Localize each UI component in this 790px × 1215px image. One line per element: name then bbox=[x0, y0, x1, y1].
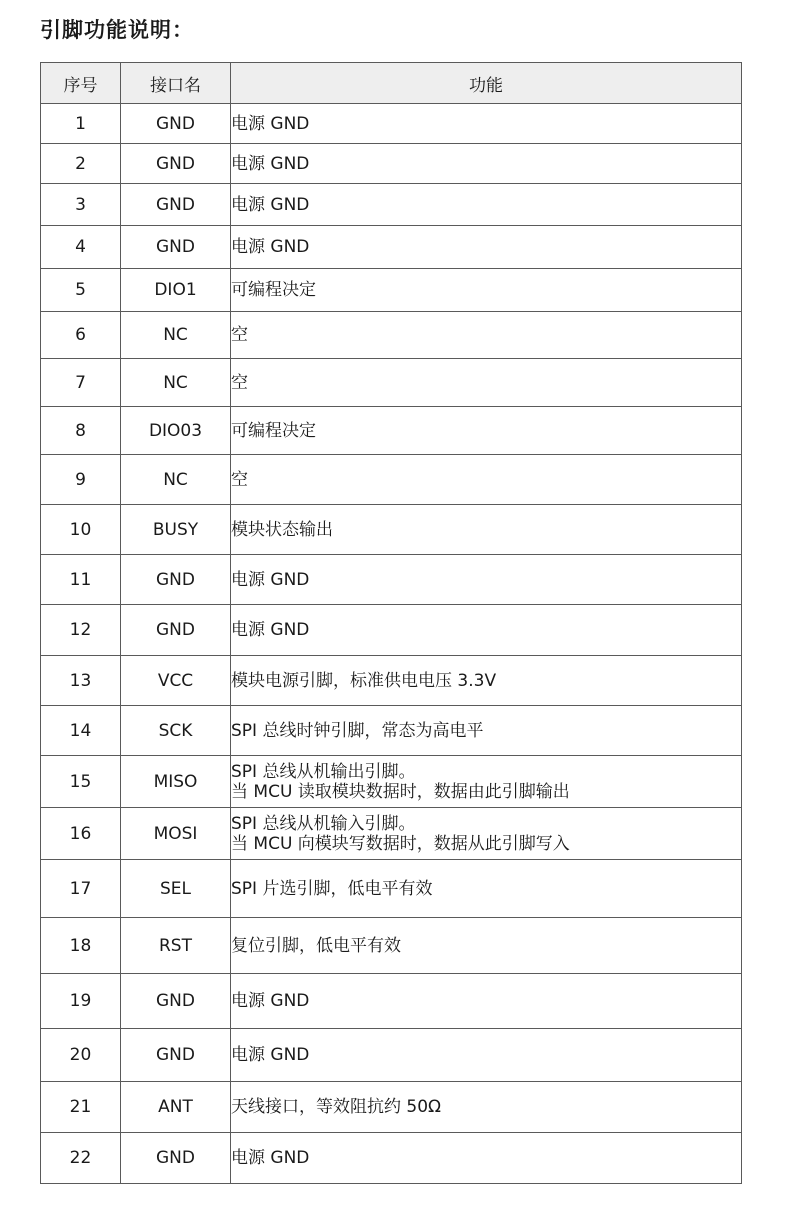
pin-function bbox=[231, 656, 742, 706]
pin-number: 12 bbox=[41, 605, 121, 656]
pin-function-table bbox=[40, 62, 742, 1184]
pin-name: GND bbox=[121, 555, 231, 605]
pin-name: RST bbox=[121, 918, 231, 974]
pin-number: 20 bbox=[41, 1029, 121, 1082]
pin-function bbox=[231, 104, 742, 144]
pin-function-line: 电源 GND bbox=[231, 620, 310, 640]
pin-function bbox=[231, 756, 742, 808]
pin-name: GND bbox=[121, 1029, 231, 1082]
pin-function bbox=[231, 1082, 742, 1133]
table-row bbox=[41, 706, 742, 756]
table-row bbox=[41, 605, 742, 656]
pin-number: 19 bbox=[41, 974, 121, 1029]
pin-name: NC bbox=[121, 312, 231, 359]
pin-function-line: 空 bbox=[231, 372, 248, 393]
table-row bbox=[41, 1082, 742, 1133]
pin-function-line: SPI 总线时钟引脚，常态为高电平 bbox=[231, 720, 484, 741]
pin-function bbox=[231, 505, 742, 555]
table-body bbox=[41, 104, 742, 1184]
table-row bbox=[41, 860, 742, 918]
pin-number: 17 bbox=[41, 860, 121, 918]
table-row bbox=[41, 269, 742, 312]
pin-number: 10 bbox=[41, 505, 121, 555]
pin-function bbox=[231, 144, 742, 184]
pin-function bbox=[231, 918, 742, 974]
header-function: 功能 bbox=[231, 63, 742, 104]
pin-function-line: 当 MCU 向模块写数据时，数据从此引脚写入 bbox=[231, 833, 570, 854]
pin-function-line: 电源 GND bbox=[231, 1148, 310, 1168]
pin-name: GND bbox=[121, 974, 231, 1029]
pin-function bbox=[231, 226, 742, 269]
pin-function bbox=[231, 605, 742, 656]
pin-function bbox=[231, 269, 742, 312]
pin-name: NC bbox=[121, 359, 231, 407]
table-row bbox=[41, 1029, 742, 1082]
pin-function-line: 空 bbox=[231, 469, 248, 490]
pin-function bbox=[231, 706, 742, 756]
pin-function bbox=[231, 974, 742, 1029]
table-header-row bbox=[41, 63, 742, 104]
pin-function-line: 电源 GND bbox=[231, 1045, 310, 1065]
pin-number: 15 bbox=[41, 756, 121, 808]
pin-function-line: 电源 GND bbox=[231, 569, 310, 590]
pin-number: 5 bbox=[41, 269, 121, 312]
table-row bbox=[41, 555, 742, 605]
pin-function-line: 模块电源引脚，标准供电电压 3.3V bbox=[231, 670, 497, 691]
table-row bbox=[41, 104, 742, 144]
pin-function-line: 复位引脚，低电平有效 bbox=[231, 935, 401, 956]
table-row bbox=[41, 407, 742, 455]
pin-function bbox=[231, 555, 742, 605]
table-row bbox=[41, 226, 742, 269]
pin-number: 21 bbox=[41, 1082, 121, 1133]
pin-function bbox=[231, 184, 742, 226]
pin-function-line: 模块状态输出 bbox=[231, 519, 333, 540]
pin-function-line: 电源 GND bbox=[231, 194, 310, 215]
table-row bbox=[41, 455, 742, 505]
pin-function-line: SPI 总线从机输出引脚。 bbox=[231, 761, 416, 782]
pin-name: NC bbox=[121, 455, 231, 505]
pin-name: GND bbox=[121, 226, 231, 269]
table-row bbox=[41, 756, 742, 808]
table-row bbox=[41, 505, 742, 555]
header-number: 序号 bbox=[41, 63, 121, 104]
pin-name: GND bbox=[121, 1133, 231, 1184]
pin-number: 9 bbox=[41, 455, 121, 505]
pin-function-line: 可编程决定 bbox=[231, 420, 316, 441]
pin-name: MISO bbox=[121, 756, 231, 808]
pin-function bbox=[231, 455, 742, 505]
pin-number: 1 bbox=[41, 104, 121, 144]
table-row bbox=[41, 808, 742, 860]
pin-name: BUSY bbox=[121, 505, 231, 555]
pin-name: DIO1 bbox=[121, 269, 231, 312]
table-row bbox=[41, 184, 742, 226]
table-row bbox=[41, 918, 742, 974]
pin-number: 18 bbox=[41, 918, 121, 974]
pin-function-line: 电源 GND bbox=[231, 153, 310, 174]
pin-function-line: 天线接口，等效阻抗约 50Ω bbox=[231, 1097, 442, 1117]
pin-function bbox=[231, 1133, 742, 1184]
pin-function-line: 可编程决定 bbox=[231, 280, 316, 300]
pin-number: 4 bbox=[41, 226, 121, 269]
pin-number: 16 bbox=[41, 808, 121, 860]
pin-number: 13 bbox=[41, 656, 121, 706]
pin-function bbox=[231, 359, 742, 407]
pin-function-line: SPI 总线从机输入引脚。 bbox=[231, 813, 416, 834]
table-row bbox=[41, 974, 742, 1029]
pin-function bbox=[231, 407, 742, 455]
pin-name: GND bbox=[121, 605, 231, 656]
table-row bbox=[41, 312, 742, 359]
pin-number: 6 bbox=[41, 312, 121, 359]
table-row bbox=[41, 359, 742, 407]
pin-function bbox=[231, 808, 742, 860]
pin-name: GND bbox=[121, 104, 231, 144]
pin-name: MOSI bbox=[121, 808, 231, 860]
pin-number: 2 bbox=[41, 144, 121, 184]
pin-number: 7 bbox=[41, 359, 121, 407]
page-title: 引脚功能说明： bbox=[40, 18, 194, 42]
pin-function-line: SPI 片选引脚，低电平有效 bbox=[231, 878, 433, 899]
pin-name: GND bbox=[121, 184, 231, 226]
pin-function-line: 当 MCU 读取模块数据时，数据由此引脚输出 bbox=[231, 781, 570, 802]
pin-name: SEL bbox=[121, 860, 231, 918]
pin-name: VCC bbox=[121, 656, 231, 706]
pin-function bbox=[231, 1029, 742, 1082]
table-row bbox=[41, 144, 742, 184]
pin-function bbox=[231, 312, 742, 359]
pin-number: 3 bbox=[41, 184, 121, 226]
pin-function-line: 电源 GND bbox=[231, 237, 310, 257]
pin-name: SCK bbox=[121, 706, 231, 756]
table-row bbox=[41, 656, 742, 706]
pin-function-line: 电源 GND bbox=[231, 113, 310, 134]
pin-name: DIO03 bbox=[121, 407, 231, 455]
pin-name: ANT bbox=[121, 1082, 231, 1133]
table-row bbox=[41, 1133, 742, 1184]
header-pin-name: 接口名 bbox=[121, 63, 231, 104]
pin-function-line: 电源 GND bbox=[231, 991, 310, 1011]
pin-name: GND bbox=[121, 144, 231, 184]
pin-number: 22 bbox=[41, 1133, 121, 1184]
pin-function bbox=[231, 860, 742, 918]
pin-number: 11 bbox=[41, 555, 121, 605]
pin-number: 14 bbox=[41, 706, 121, 756]
pin-function-line: 空 bbox=[231, 325, 248, 345]
pin-number: 8 bbox=[41, 407, 121, 455]
